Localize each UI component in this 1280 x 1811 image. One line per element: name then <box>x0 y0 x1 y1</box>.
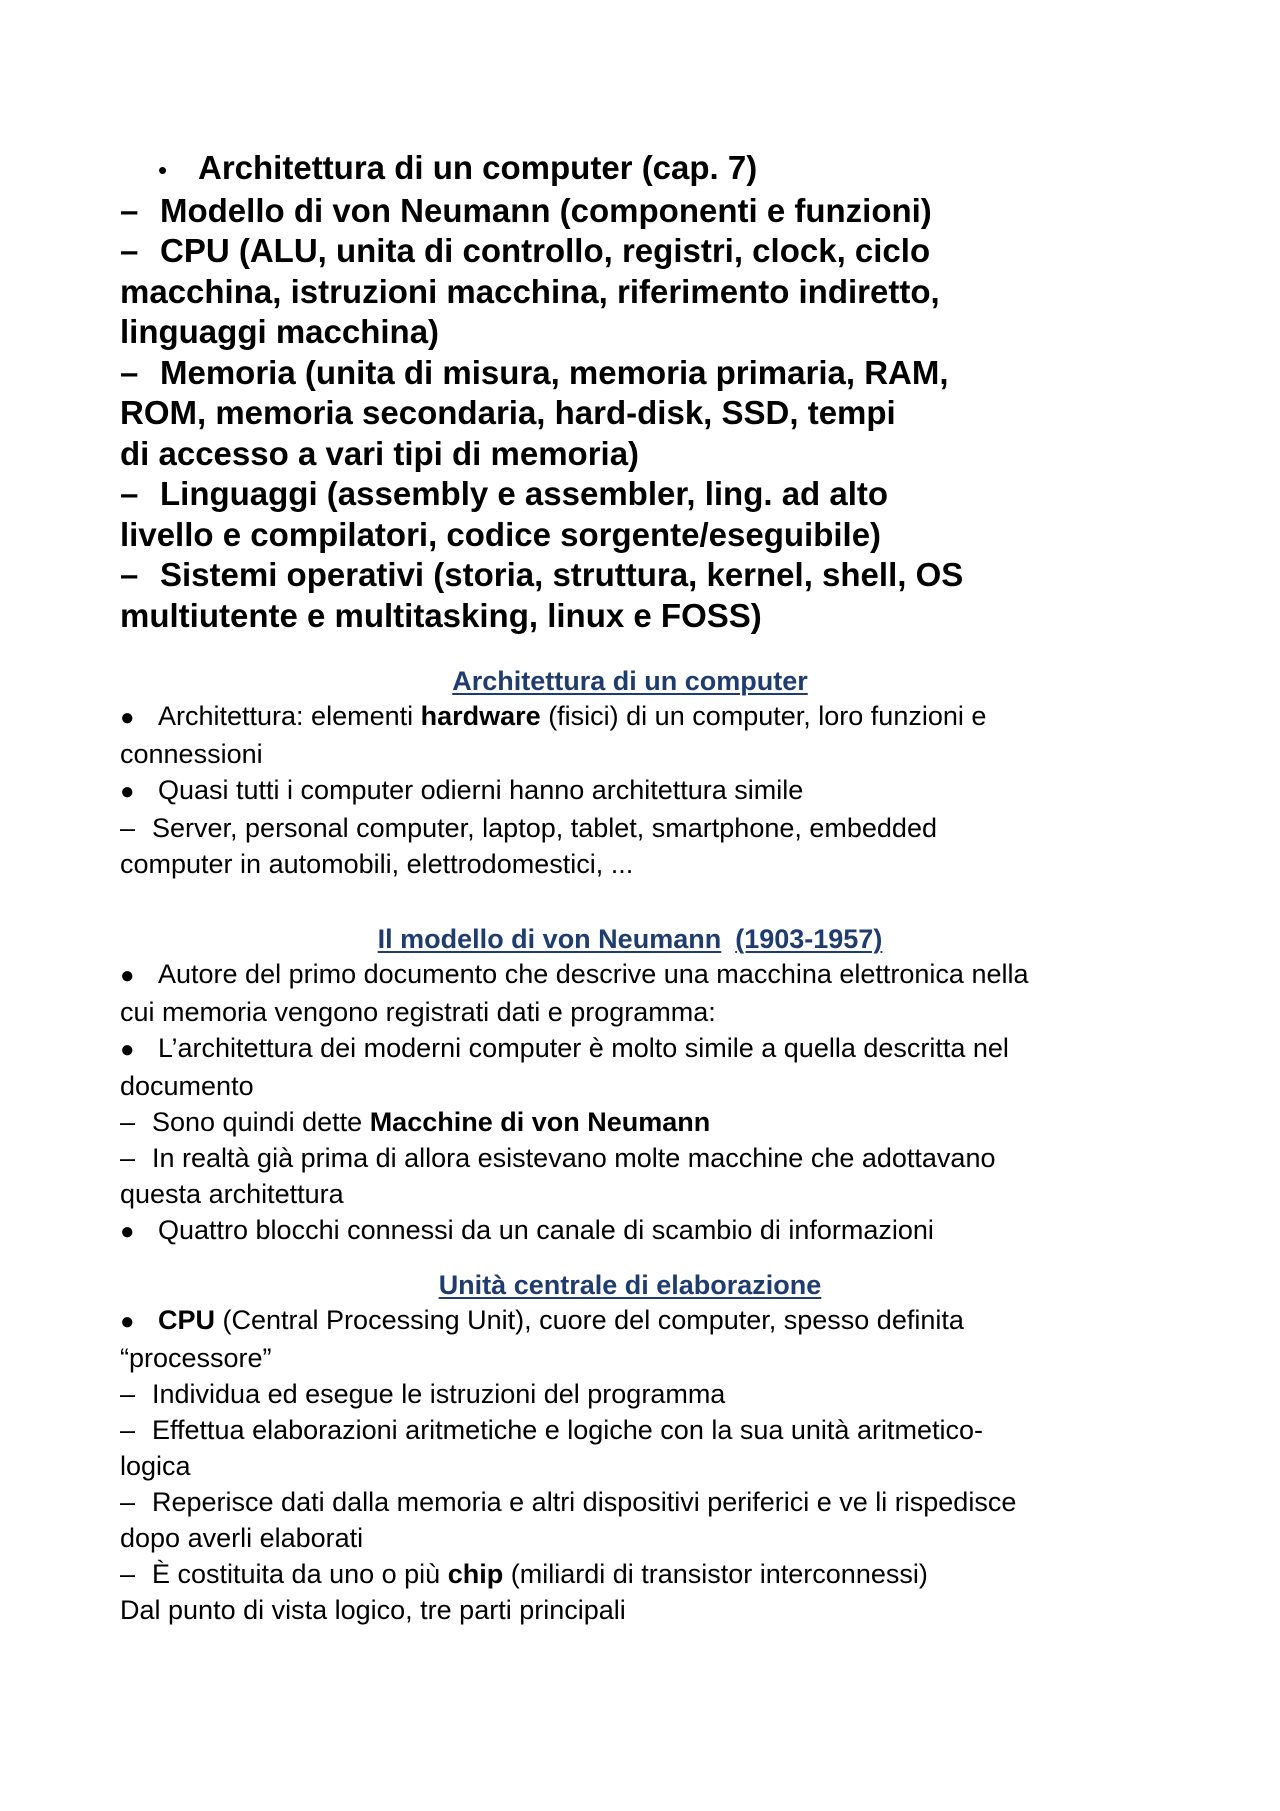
outline-item-text: Modello di von Neumann (componenti e funzioni) <box>160 191 932 229</box>
list-item <box>120 1104 1140 1140</box>
list-item-cont: cui memoria vengono registrati dati e programma: <box>120 997 716 1027</box>
outline-item-cpu-cont-1: macchina, istruzioni macchina, riferimento indiretto, <box>120 272 940 310</box>
text-run: Individua ed esegue le istruzioni del programma <box>152 1379 726 1409</box>
list-item <box>120 1376 1140 1412</box>
bullet-icon: • <box>158 155 168 185</box>
section-title: Architettura di un computer <box>452 666 808 696</box>
outline-item-linguaggi <box>120 474 1140 515</box>
outline-item-sistemi <box>120 555 1140 596</box>
dash-icon: – <box>120 475 139 512</box>
bold-term: hardware <box>420 701 541 731</box>
list-item-cont: documento <box>120 1071 254 1101</box>
text-run: (miliardi di transistor interconnessi) <box>503 1559 928 1589</box>
text-run: L’architettura dei moderni computer è molto simile a quella descritta nel <box>158 1033 1009 1063</box>
text-run: (Central Processing Unit), cuore del computer, spesso definita <box>215 1305 964 1335</box>
list-item <box>120 1030 1140 1068</box>
bold-term: chip <box>447 1559 504 1589</box>
outline-heading-text: Architettura di un computer (cap. 7) <box>198 149 758 186</box>
list-item <box>120 956 1140 994</box>
dash-icon: – <box>120 556 139 593</box>
text-run: Server, personal computer, laptop, tablet, smartphone, embedded <box>152 813 937 843</box>
bold-term: CPU <box>158 1305 216 1335</box>
section-title <box>120 922 1140 956</box>
outline-item-cpu-cont-2: linguaggi macchina) <box>120 313 440 350</box>
list-item <box>120 1302 1140 1340</box>
text-run: Effettua elaborazioni aritmetiche e logiche con la sua unità aritmetico- <box>152 1415 983 1445</box>
outline-item-text: Sistemi operativi (storia, struttura, kernel, shell, OS <box>160 556 964 593</box>
dash-icon: – <box>120 1379 136 1409</box>
text-run: Quattro blocchi connessi da un canale di scambio di informazioni <box>158 1215 934 1245</box>
outline-item-linguaggi-cont: livello e compilatori, codice sorgente/eseguibile) <box>120 515 882 553</box>
dash-icon: – <box>120 191 139 229</box>
dash-icon: – <box>120 1487 136 1517</box>
bullet-icon: ● <box>120 1218 135 1245</box>
dash-icon: – <box>120 353 139 391</box>
dash-icon: – <box>120 232 139 269</box>
section-title: Unità centrale di elaborazione <box>438 1270 822 1300</box>
dash-icon: – <box>120 1559 136 1589</box>
section-body <box>120 698 1140 882</box>
bullet-icon: ● <box>120 704 135 731</box>
list-item <box>120 1484 1140 1520</box>
text-run: È costituita da uno o più <box>152 1559 448 1589</box>
list-item <box>120 1556 1140 1592</box>
list-item <box>120 772 1140 810</box>
outline-heading <box>120 148 1140 191</box>
bullet-icon: ● <box>120 1308 135 1335</box>
section-title-years: (1903-1957) <box>735 924 883 954</box>
list-item <box>120 698 1140 736</box>
list-item-cont: computer in automobili, elettrodomestici, ... <box>120 849 634 879</box>
text-run: Autore del primo documento che descrive una macchina elettronica nella <box>158 959 1029 989</box>
list-item <box>120 1212 1140 1250</box>
outline-item-von-neumann <box>120 191 1140 232</box>
list-item-cont: logica <box>120 1451 191 1481</box>
list-item <box>120 810 1140 846</box>
topic-outline <box>120 148 1140 636</box>
bullet-icon: ● <box>120 778 135 805</box>
list-item-cont: connessioni <box>120 739 263 769</box>
dash-icon: – <box>120 1415 136 1445</box>
section-von-neumann <box>120 922 1140 1250</box>
outline-item-memoria <box>120 353 1140 394</box>
outline-item-text: CPU (ALU, unita di controllo, registri, clock, ciclo <box>160 232 931 269</box>
bullet-icon: ● <box>120 962 135 989</box>
text-run: (fisici) di un computer, loro funzioni e <box>540 701 987 731</box>
dash-icon: – <box>120 813 136 843</box>
dash-icon: – <box>120 1107 136 1137</box>
outline-item-sistemi-cont: multiutente e multitasking, linux e FOSS) <box>120 596 762 634</box>
bold-term: Macchine di von Neumann <box>369 1107 711 1137</box>
text-run: Sono quindi dette <box>152 1107 370 1137</box>
section-body <box>120 1302 1140 1628</box>
closing-line: Dal punto di vista logico, tre parti principali <box>120 1595 626 1625</box>
text-run: In realtà già prima di allora esistevano molte macchine che adottavano <box>152 1143 996 1173</box>
list-item <box>120 1412 1140 1448</box>
section-body <box>120 956 1140 1250</box>
outline-item-cpu <box>120 231 1140 272</box>
text-run: Architettura: elementi <box>158 701 421 731</box>
list-item-cont: “processore” <box>120 1343 272 1373</box>
text-run: Reperisce dati dalla memoria e altri dispositivi periferici e ve li rispedisce <box>152 1487 1017 1517</box>
bullet-icon: ● <box>120 1036 135 1063</box>
section-cpu <box>120 1268 1140 1628</box>
spacer <box>120 882 1140 922</box>
section-architettura <box>120 664 1140 882</box>
outline-item-memoria-cont-1: ROM, memoria secondaria, hard-disk, SSD, tempi <box>120 394 896 431</box>
list-item <box>120 1140 1140 1176</box>
dash-icon: – <box>120 1143 136 1173</box>
text-run: Quasi tutti i computer odierni hanno architettura simile <box>158 775 804 805</box>
section-title-text: Il modello di von Neumann <box>377 924 722 954</box>
outline-item-text: Linguaggi (assembly e assembler, ling. ad alto <box>160 475 889 512</box>
list-item-cont: questa architettura <box>120 1179 344 1209</box>
outline-item-text: Memoria (unita di misura, memoria primaria, RAM, <box>160 353 949 391</box>
list-item-cont: dopo averli elaborati <box>120 1523 364 1553</box>
outline-item-memoria-cont-2: di accesso a vari tipi di memoria) <box>120 434 640 472</box>
